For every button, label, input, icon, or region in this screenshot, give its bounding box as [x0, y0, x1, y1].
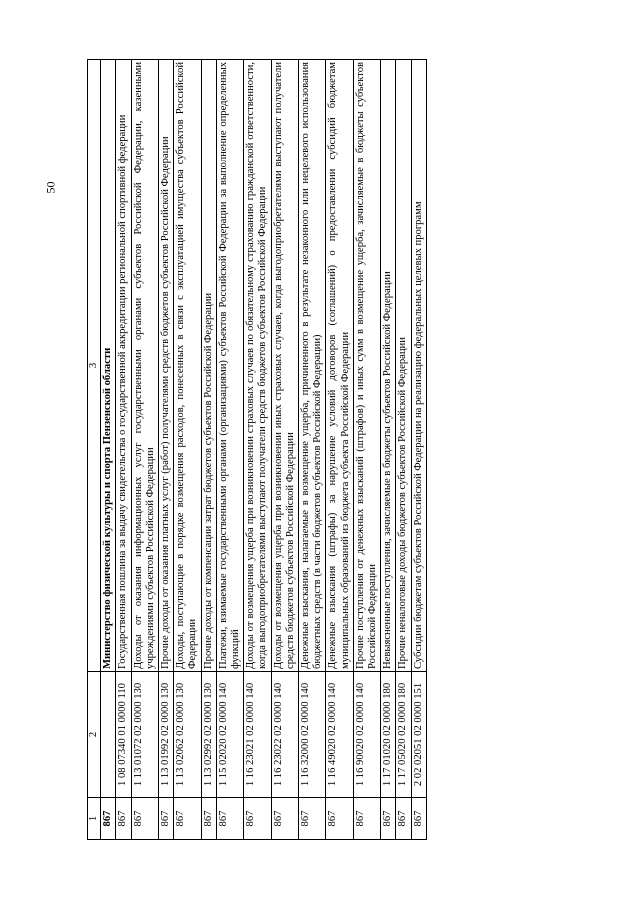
kbk-code-cell: 1 13 01992 02 0000 130 — [159, 672, 174, 798]
kbk-code-cell: 1 13 02062 02 0000 130 — [174, 672, 201, 798]
revenue-name-cell: Прочие поступления от денежных взысканий (штрафов) и иных сумм в возмещение ущерба, зачисляемые в бюджеты субъектов Российской Федерации — [353, 60, 380, 672]
kbk-code-cell: 1 08 07340 01 0000 110 — [116, 672, 131, 798]
section-code: 867 — [101, 798, 116, 840]
kbk-code-cell: 1 17 01020 02 0000 180 — [381, 672, 396, 798]
admin-code-cell: 867 — [201, 798, 216, 840]
admin-code-cell: 867 — [353, 798, 380, 840]
admin-code-cell: 867 — [299, 798, 326, 840]
revenue-name-cell: Доходы от возмещения ущерба при возникновении иных страховых случаев, когда выгодоприобретателями выступают получатели средств бюджетов субъектов Российской Федерации — [271, 60, 298, 672]
revenue-name-cell: Прочие доходы от оказания платных услуг (работ) получателями средств бюджетов субъектов Российской Федерации — [159, 60, 174, 672]
table-row — [216, 60, 243, 840]
kbk-code-cell: 1 16 32000 02 0000 140 — [299, 672, 326, 798]
revenue-name-cell: Платежи, взимаемые государственными органами (организациями) субъектов Российской Федерации за выполнение определенных функций — [216, 60, 243, 672]
kbk-code-cell: 1 16 23021 02 0000 140 — [244, 672, 271, 798]
section-title: Министерство физической культуры и спорта Пензенской области — [101, 60, 116, 672]
section-empty-cell — [101, 672, 116, 798]
table-row — [201, 60, 216, 840]
section-header-row — [101, 60, 116, 840]
table-row — [353, 60, 380, 840]
rotated-table-container — [87, 60, 547, 840]
revenue-name-cell: Доходы, поступающие в порядке возмещения расходов, понесенных в связи с эксплуатацией имущества субъектов Российской Федерации — [174, 60, 201, 672]
admin-code-cell: 867 — [131, 798, 158, 840]
table-row — [396, 60, 411, 840]
kbk-code-cell: 1 15 02020 02 0000 140 — [216, 672, 243, 798]
admin-code-cell: 867 — [326, 798, 353, 840]
kbk-code-cell: 1 17 05020 02 0000 180 — [396, 672, 411, 798]
admin-code-cell: 867 — [396, 798, 411, 840]
kbk-code-cell: 1 13 02992 02 0000 130 — [201, 672, 216, 798]
revenue-name-cell: Прочие неналоговые доходы бюджетов субъектов Российской Федерации — [396, 60, 411, 672]
revenue-name-cell: Доходы от возмещения ущерба при возникновении страховых случаев по обязательному страхованию гражданской ответственности, когда выгодоприобретателями выступают получатели средств бюджетов субъектов Российской Федерации — [244, 60, 271, 672]
revenue-codes-table — [87, 59, 427, 840]
admin-code-cell: 867 — [271, 798, 298, 840]
revenue-name-cell: Субсидии бюджетам субъектов Российской Федерации на реализацию федеральных целевых программ — [411, 60, 426, 672]
revenue-name-cell: Невыясненные поступления, зачисляемые в бюджеты субъектов Российской Федерации — [381, 60, 396, 672]
table-row — [116, 60, 131, 840]
admin-code-cell: 867 — [411, 798, 426, 840]
admin-code-cell: 867 — [174, 798, 201, 840]
table-row — [299, 60, 326, 840]
revenue-name-cell: Доходы от оказания информационных услуг государственными органами субъектов Российской Федерации, казенными учреждениями субъектов Российской Федерации — [131, 60, 158, 672]
page-number: 50 — [43, 181, 58, 194]
table-row — [244, 60, 271, 840]
revenue-name-cell: Государственная пошлина за выдачу свидетельства о государственной аккредитации региональной спортивной федерации — [116, 60, 131, 672]
table-row — [326, 60, 353, 840]
kbk-code-cell: 1 16 90020 02 0000 140 — [353, 672, 380, 798]
table-row — [271, 60, 298, 840]
revenue-name-cell: Денежные взыскания (штрафы) за нарушение условий договоров (соглашений) о предоставлении субсидий бюджетам муниципальных образований из бюджета субъекта Российской Федерации — [326, 60, 353, 672]
table-row — [159, 60, 174, 840]
column-header-1: 1 — [88, 798, 101, 840]
table-row — [174, 60, 201, 840]
table-row — [131, 60, 158, 840]
admin-code-cell: 867 — [116, 798, 131, 840]
table-row — [381, 60, 396, 840]
admin-code-cell: 867 — [216, 798, 243, 840]
kbk-code-cell: 2 02 02051 02 0000 151 — [411, 672, 426, 798]
kbk-code-cell: 1 16 49020 02 0000 140 — [326, 672, 353, 798]
table-row — [411, 60, 426, 840]
admin-code-cell: 867 — [381, 798, 396, 840]
admin-code-cell: 867 — [159, 798, 174, 840]
kbk-code-cell: 1 16 23022 02 0000 140 — [271, 672, 298, 798]
column-number-row — [88, 60, 101, 840]
admin-code-cell: 867 — [244, 798, 271, 840]
column-header-3: 3 — [88, 60, 101, 672]
column-header-2: 2 — [88, 672, 101, 798]
revenue-name-cell: Денежные взыскания, налагаемые в возмещение ущерба, причиненного в результате незаконного или нецелевого использования бюджетных средств (в части бюджетов субъектов Российской Федерации) — [299, 60, 326, 672]
revenue-name-cell: Прочие доходы от компенсации затрат бюджетов субъектов Российской Федерации — [201, 60, 216, 672]
kbk-code-cell: 1 13 01072 02 0000 130 — [131, 672, 158, 798]
